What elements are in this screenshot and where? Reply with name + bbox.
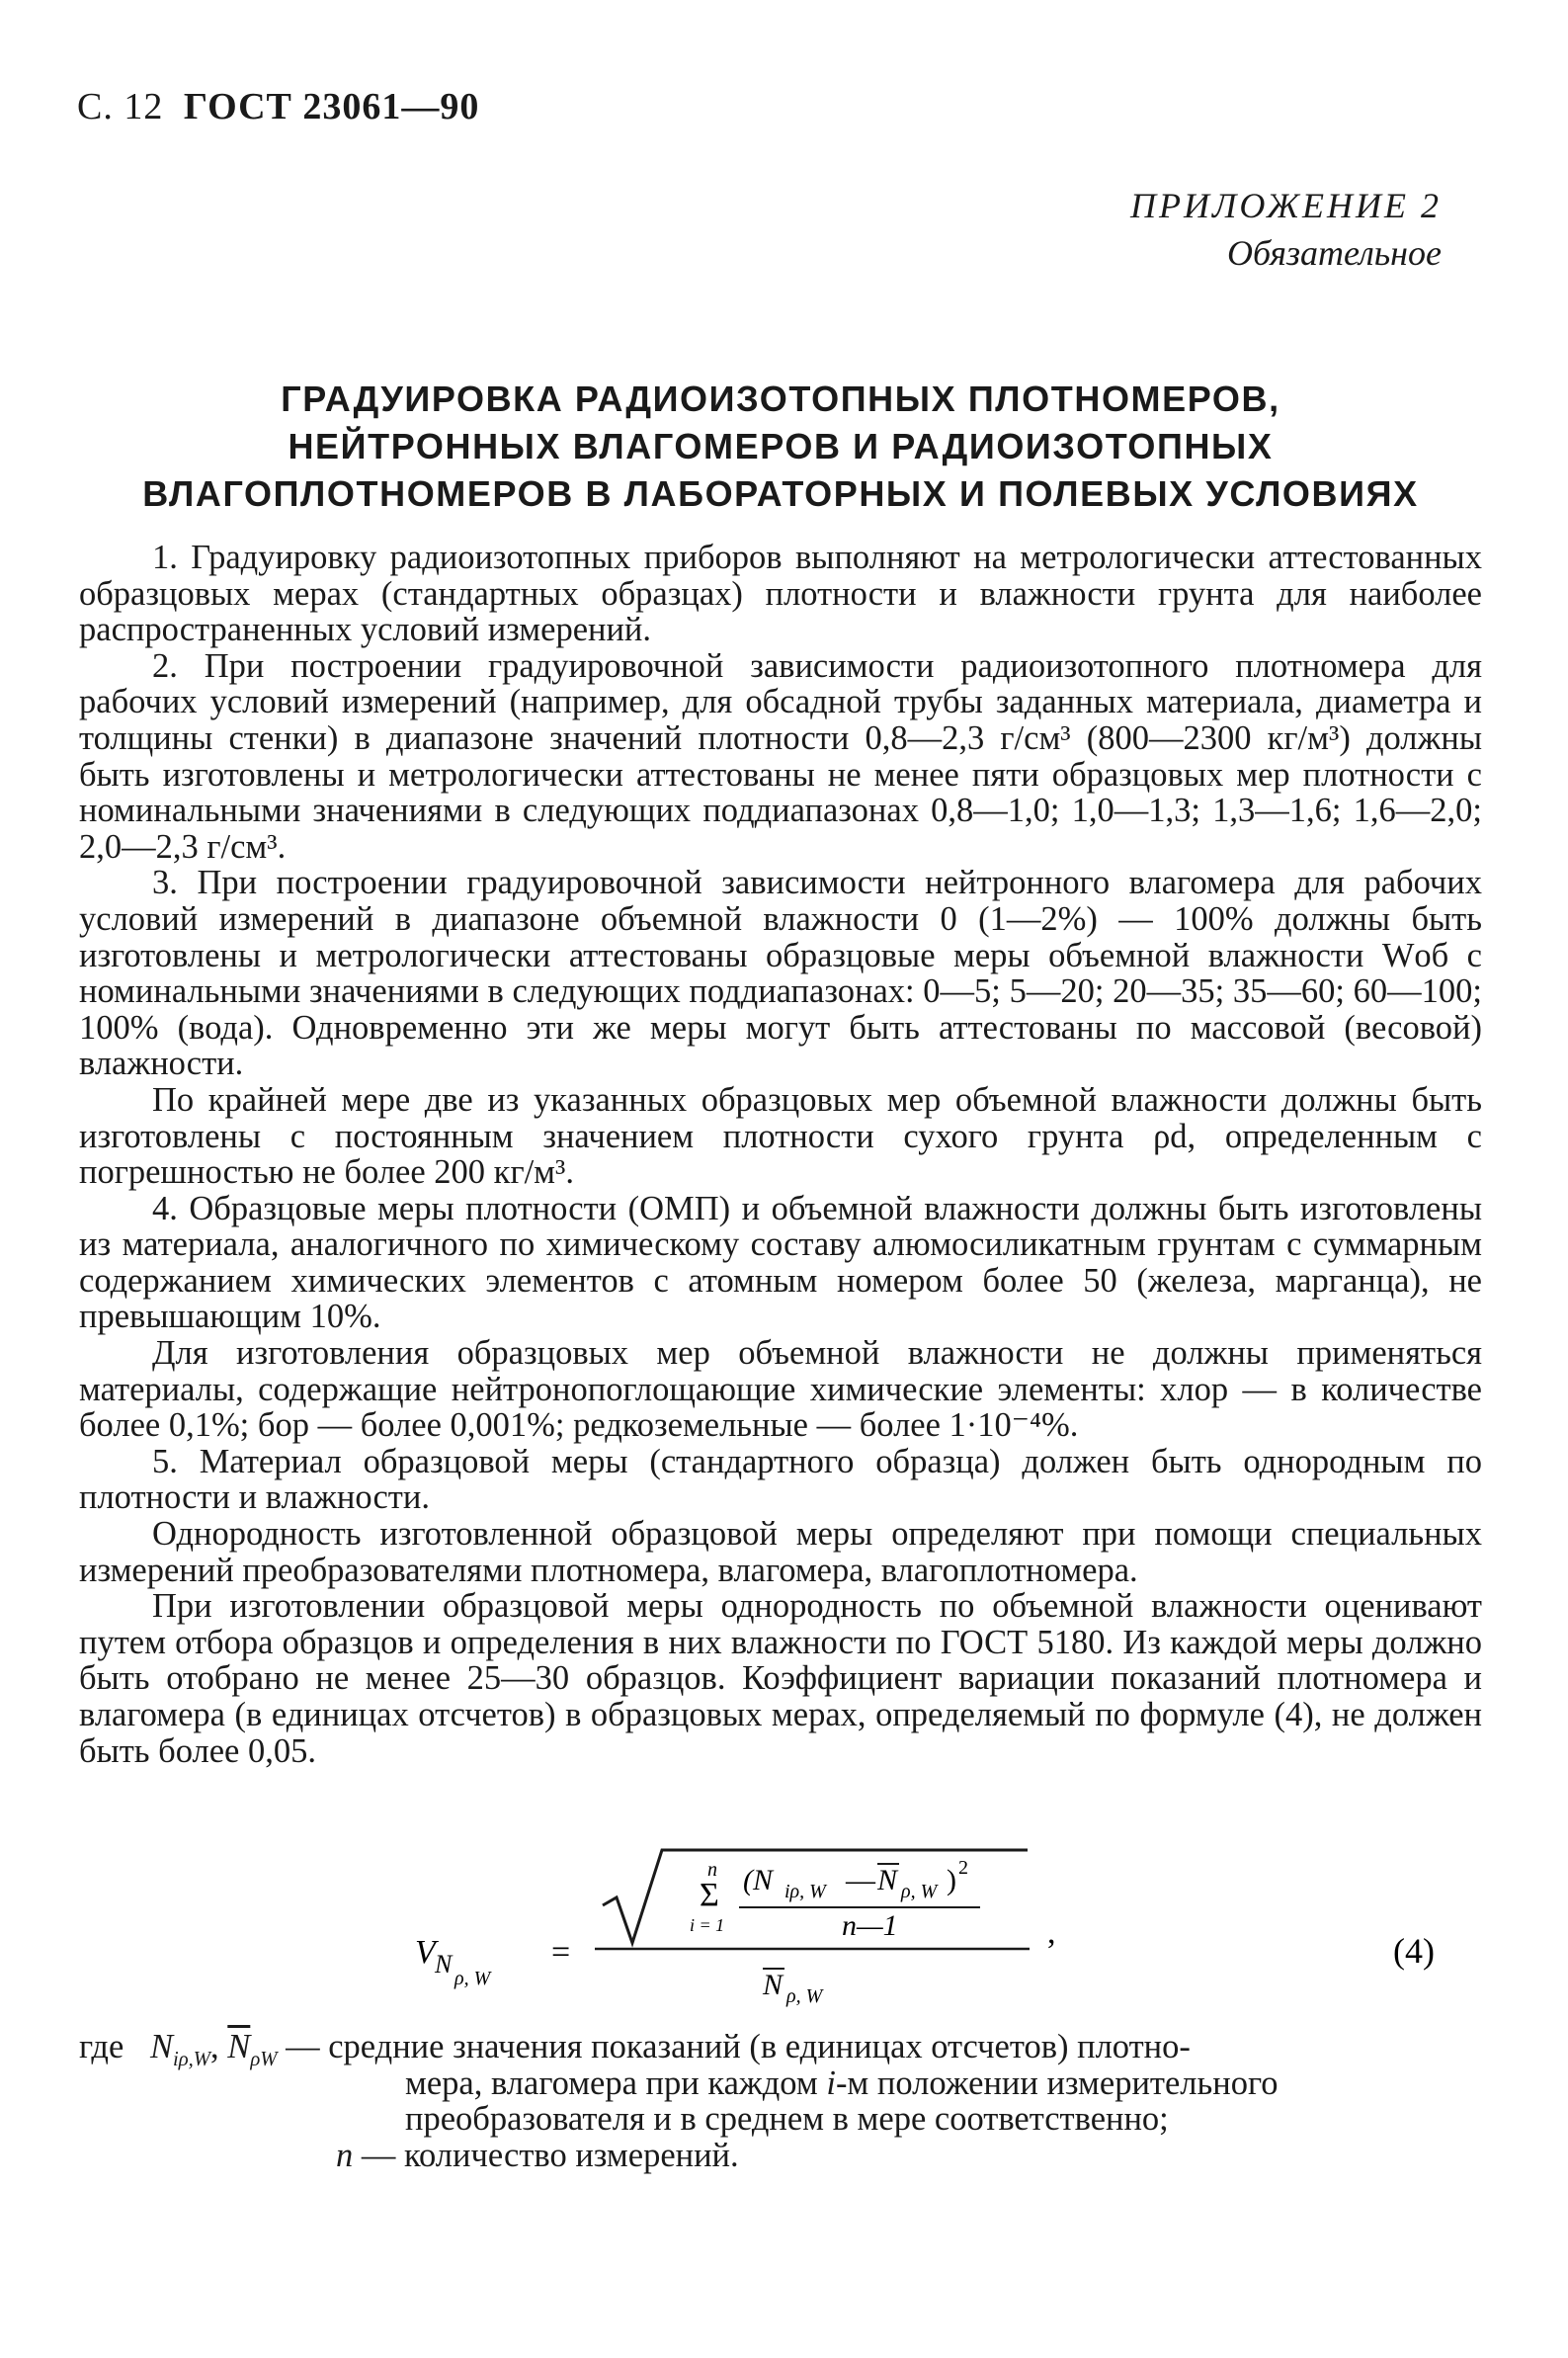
section-title	[79, 376, 1482, 518]
sum-bottom: i = 1	[690, 1915, 725, 1935]
symbol-n-i: N	[149, 2028, 173, 2065]
title-line: НЕЙТРОННЫХ ВЛАГОМЕРОВ И РАДИОИЗОТОПНЫХ	[288, 426, 1274, 466]
num-pow: 2	[958, 1857, 968, 1879]
lhs-n: N	[435, 1950, 453, 1979]
body-text	[79, 540, 1482, 1769]
formula-graphic	[415, 1846, 1452, 2014]
lhs-rho-w: ρ, W	[454, 1968, 491, 1989]
equation-number: (4)	[1393, 1931, 1435, 1971]
title-line: ГРАДУИРОВКА РАДИОИЗОТОПНЫХ ПЛОТНОМЕРОВ,	[281, 379, 1280, 419]
appendix-label	[1130, 182, 1442, 277]
num-minus: —	[846, 1864, 875, 1896]
den-bar-n: N	[763, 1969, 784, 2001]
paragraph: 1. Градуировку радиоизотопных приборов выполняют на метрологически аттестованных образцовых мерах (стандартных образцах) плотности и влажности грунта для наиболее распространенных условий измерений.	[79, 539, 1482, 649]
inner-denominator: n—1	[842, 1909, 898, 1942]
legend-row-1-cont	[405, 2065, 1482, 2102]
sum-sign: Σ	[700, 1877, 719, 1913]
sum-top: n	[707, 1859, 717, 1881]
lhs-v: V	[415, 1934, 436, 1971]
paragraph: 4. Образцовые меры плотности (ОМП) и объемной влажности должны быть изготовлены из материала, аналогичного по химическому составу алюмосиликатным грунтам с суммарным содержанием химических элементов с атомным номером более 50 (железа, марганца), не превышающим 10%.	[79, 1189, 1482, 1336]
num-close: )	[947, 1864, 956, 1896]
num-expr-sub: iρ, W	[784, 1881, 826, 1902]
legend-row-1: где $N_{i\rho,W}$, $\overline{N}_{\rho W}$ — средние значения показаний (в единицах отсчетов) плотно-	[79, 2028, 1191, 2070]
equals-sign: =	[551, 1934, 571, 1971]
paragraph: 5. Материал образцовой меры (стандартного образца) должен быть однородным по плотности и влажности.	[79, 1442, 1482, 1517]
paragraph: 2. При построении градуировочной зависимости радиоизотопного плотномера для рабочих условий измерений (например, для обсадной трубы заданных материала, диаметра и толщины стенки) в диапазоне значений плотности 0,8—2,3 г/см³ (800—2300 кг/м³) должны быть изготовлены и метрологически аттестованы не менее пяти образцовых мер плотности с номинальными значениями в следующих поддиапазонах 0,8—1,0; 1,0—1,3; 1,3—1,6; 1,6—2,0; 2,0—2,3 г/см³.	[79, 646, 1482, 866]
num-bar-n: N	[877, 1864, 898, 1896]
symbol-n: n	[336, 2136, 354, 2174]
legend-block	[79, 2029, 1482, 2173]
symbol-n-i-sub: iρ,W	[172, 2048, 211, 2070]
formula-comma: ,	[1047, 1914, 1056, 1951]
symbol-n-mean-sub: ρW	[250, 2048, 278, 2070]
definition-1: — средние значения показаний (в единицах отсчетов) плотно-	[286, 2028, 1191, 2065]
den-sub: ρ, W	[786, 1985, 823, 2007]
formula-4	[415, 1846, 1452, 2014]
appendix-note: Обязательное	[1227, 233, 1442, 273]
symbol-n-mean: $\overline{N}$	[227, 2028, 251, 2065]
standard-code: ГОСТ 23061—90	[183, 86, 480, 127]
title-line: ВЛАГОПЛОТНОМЕРОВ В ЛАБОРАТОРНЫХ И ПОЛЕВЫХ УСЛОВИЯХ	[142, 473, 1419, 514]
paragraph: При изготовлении образцовой меры однородность по объемной влажности оценивают путем отбора образцов и определения в них влажности по ГОСТ 5180. Из каждой меры должно быть отобрано не менее 25—30 образцов. Коэффициент вариации показаний плотномера и влагомера (в единицах отсчетов) в образцовых мерах, определяемый по формуле (4), не должен быть более 0,05.	[79, 1587, 1482, 1770]
definition-n: — количество измерений.	[361, 2136, 739, 2174]
symbol-i: i	[826, 2063, 836, 2102]
page-number: С. 12	[77, 86, 164, 127]
legend-row-1-cont2: преобразователя и в среднем в мере соответственно;	[405, 2100, 1169, 2139]
legend-row-2	[336, 2138, 1482, 2174]
paragraph: Для изготовления образцовых мер объемной влажности не должны применяться материалы, содержащие нейтронопоглощающие химические элементы: хлор — в количестве более 0,1%; бор — более 0,001%; редкоземельные — более 1·10⁻⁴%.	[79, 1334, 1482, 1445]
paragraph: 3. При построении градуировочной зависимости нейтронного влагомера для рабочих условий измерений в диапазоне объемной влажности 0 (1—2%) — 100% должны быть изготовлены и метрологически аттестованы образцовые меры объемной влажности Wоб с номинальными значениями в следующих поддиапазонах: 0—5; 5—20; 20—35; 35—60; 60—100; 100% (вода). Одновременно эти же меры могут быть аттестованы по массовой (весовой) влажности.	[79, 864, 1482, 1083]
where-word: где	[79, 2028, 124, 2065]
num-expr-n: (N	[743, 1864, 773, 1896]
paragraph: Однородность изготовленной образцовой меры определяют при помощи специальных измерений преобразователями плотномера, влагомера, влагоплотномера.	[79, 1515, 1482, 1589]
paragraph: По крайней мере две из указанных образцовых мер объемной влажности должны быть изготовлены с постоянным значением плотности сухого грунта ρd, определенным с погрешностью не более 200 кг/м³.	[79, 1080, 1482, 1192]
num-bar-sub: ρ, W	[901, 1881, 938, 1902]
appendix-title: ПРИЛОЖЕНИЕ 2	[1130, 186, 1442, 225]
definition-1-cont-end: -м положении измерительного	[835, 2063, 1279, 2102]
page-header	[77, 85, 479, 128]
definition-1-cont: мера, влагомера при каждом	[405, 2063, 818, 2102]
